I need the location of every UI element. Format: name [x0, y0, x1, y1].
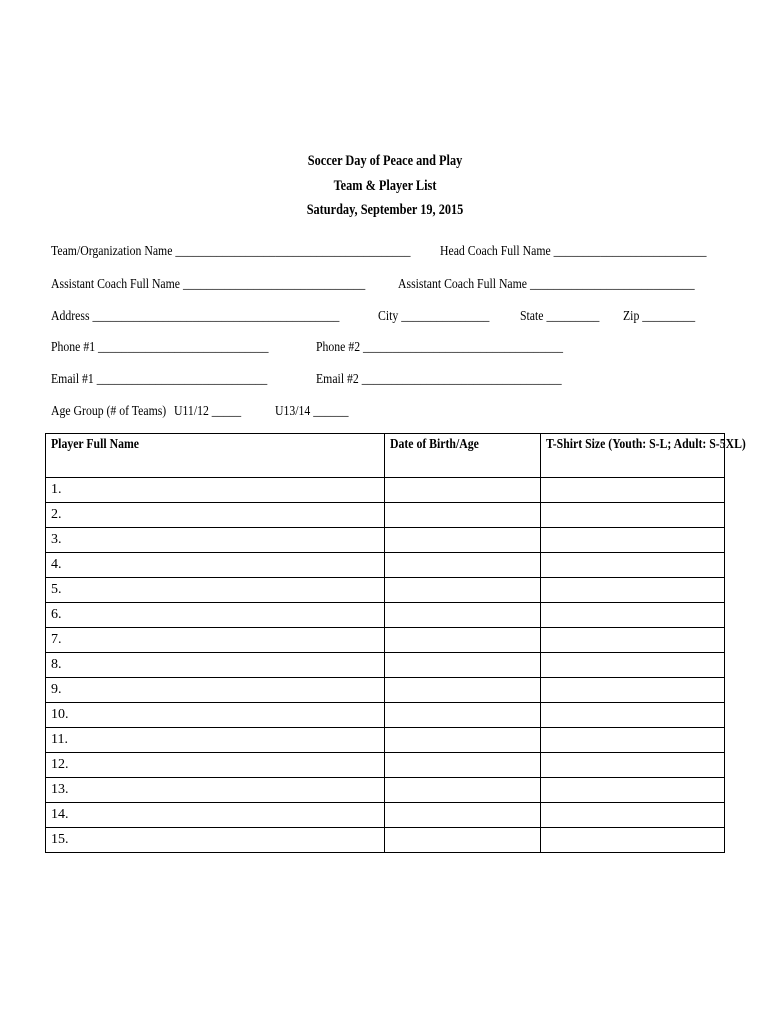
phone-2-field[interactable]: Phone #2 __________________________________	[316, 340, 563, 355]
table-row	[46, 678, 725, 703]
player-name-cell[interactable]: 6.	[46, 603, 385, 628]
list-title: Team & Player List	[333, 178, 437, 194]
assistant-coach-2-field[interactable]: Assistant Coach Full Name ____________________________	[398, 277, 695, 292]
tshirt-size-cell[interactable]	[541, 728, 725, 753]
head-coach-field[interactable]: Head Coach Full Name __________________________	[440, 244, 707, 259]
tshirt-size-cell[interactable]	[541, 578, 725, 603]
tshirt-size-cell[interactable]	[541, 478, 725, 503]
header-tshirt-size: T-Shirt Size (Youth: S-L; Adult: S-5XL)	[541, 434, 725, 478]
table-row	[46, 778, 725, 803]
date-of-birth-cell[interactable]	[385, 503, 541, 528]
player-name-cell[interactable]: 10.	[46, 703, 385, 728]
table-row	[46, 828, 725, 853]
date-of-birth-cell[interactable]	[385, 753, 541, 778]
player-name-cell[interactable]: 12.	[46, 753, 385, 778]
header-player-name: Player Full Name	[46, 434, 385, 478]
address-field[interactable]: Address __________________________________________	[51, 309, 340, 324]
date-of-birth-cell[interactable]	[385, 728, 541, 753]
player-name-cell[interactable]: 3.	[46, 528, 385, 553]
player-name-cell[interactable]: 1.	[46, 478, 385, 503]
tshirt-size-cell[interactable]	[541, 828, 725, 853]
date-of-birth-cell[interactable]	[385, 628, 541, 653]
player-name-cell[interactable]: 9.	[46, 678, 385, 703]
date-of-birth-cell[interactable]	[385, 778, 541, 803]
header-date-of-birth: Date of Birth/Age	[385, 434, 541, 478]
table-header-row	[46, 434, 725, 478]
zip-field[interactable]: Zip _________	[623, 309, 696, 324]
player-name-cell[interactable]: 11.	[46, 728, 385, 753]
player-name-cell[interactable]: 15.	[46, 828, 385, 853]
city-field[interactable]: City _______________	[378, 309, 490, 324]
tshirt-size-cell[interactable]	[541, 528, 725, 553]
player-name-cell[interactable]: 14.	[46, 803, 385, 828]
player-name-cell[interactable]: 7.	[46, 628, 385, 653]
date-of-birth-cell[interactable]	[385, 553, 541, 578]
date-of-birth-cell[interactable]	[385, 678, 541, 703]
date-of-birth-cell[interactable]	[385, 578, 541, 603]
table-row	[46, 803, 725, 828]
table-row	[46, 528, 725, 553]
table-row	[46, 553, 725, 578]
player-name-cell[interactable]: 8.	[46, 653, 385, 678]
tshirt-size-cell[interactable]	[541, 553, 725, 578]
date-of-birth-cell[interactable]	[385, 828, 541, 853]
event-title: Soccer Day of Peace and Play	[307, 153, 463, 169]
player-name-cell[interactable]: 5.	[46, 578, 385, 603]
player-name-cell[interactable]: 13.	[46, 778, 385, 803]
tshirt-size-cell[interactable]	[541, 703, 725, 728]
date-of-birth-cell[interactable]	[385, 603, 541, 628]
table-row	[46, 478, 725, 503]
u13-14-field[interactable]: U13/14 ______	[275, 404, 349, 419]
tshirt-size-cell[interactable]	[541, 653, 725, 678]
email-1-field[interactable]: Email #1 _____________________________	[51, 372, 268, 387]
table-row	[46, 578, 725, 603]
tshirt-size-cell[interactable]	[541, 603, 725, 628]
tshirt-size-cell[interactable]	[541, 778, 725, 803]
date-of-birth-cell[interactable]	[385, 653, 541, 678]
table-row	[46, 628, 725, 653]
table-row	[46, 503, 725, 528]
date-of-birth-cell[interactable]	[385, 478, 541, 503]
event-date: Saturday, September 19, 2015	[306, 202, 464, 218]
phone-1-field[interactable]: Phone #1 _____________________________	[51, 340, 269, 355]
tshirt-size-cell[interactable]	[541, 678, 725, 703]
table-row	[46, 603, 725, 628]
date-of-birth-cell[interactable]	[385, 703, 541, 728]
assistant-coach-1-field[interactable]: Assistant Coach Full Name _______________________________	[51, 277, 366, 292]
table-row	[46, 728, 725, 753]
table-row	[46, 653, 725, 678]
date-of-birth-cell[interactable]	[385, 528, 541, 553]
player-name-cell[interactable]: 2.	[46, 503, 385, 528]
age-group-label: Age Group (# of Teams)	[51, 404, 167, 419]
email-2-field[interactable]: Email #2 __________________________________	[316, 372, 562, 387]
state-field[interactable]: State _________	[520, 309, 600, 324]
tshirt-size-cell[interactable]	[541, 503, 725, 528]
table-row	[46, 703, 725, 728]
table-row	[46, 753, 725, 778]
team-organization-field[interactable]: Team/Organization Name ________________________________________	[51, 244, 411, 259]
date-of-birth-cell[interactable]	[385, 803, 541, 828]
u11-12-field[interactable]: U11/12 _____	[174, 404, 242, 419]
tshirt-size-cell[interactable]	[541, 803, 725, 828]
tshirt-size-cell[interactable]	[541, 753, 725, 778]
tshirt-size-cell[interactable]	[541, 628, 725, 653]
player-table	[45, 433, 746, 853]
player-name-cell[interactable]: 4.	[46, 553, 385, 578]
